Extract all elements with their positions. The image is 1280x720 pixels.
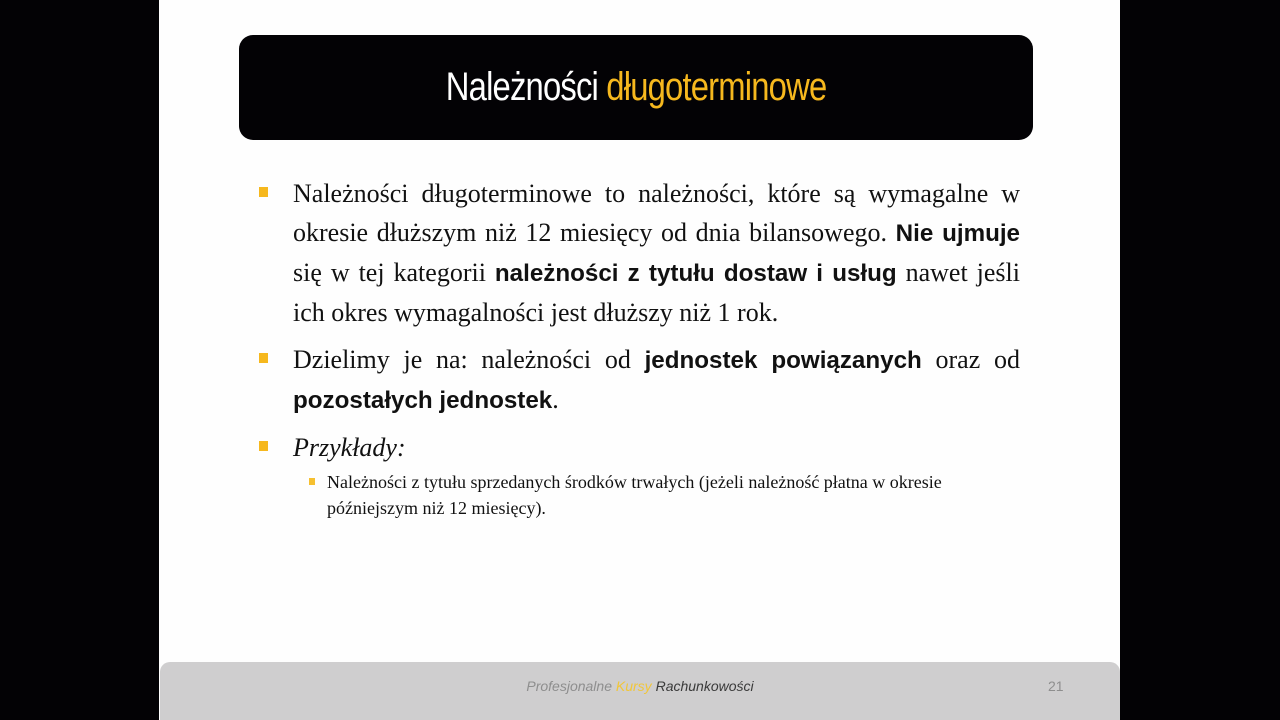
title-bar [239, 35, 1033, 140]
segment-text: nawet jeśli ich okres wymagalności jest dłuższy niż 1 rok. [293, 258, 1020, 327]
presentation-slide [159, 0, 1120, 720]
slide-content [255, 174, 1020, 521]
segment-bold: Nie ujmuje [895, 220, 1020, 247]
examples-label: Przykłady: [293, 433, 406, 462]
brand-part-2: Kursy [615, 678, 652, 694]
sub-bullet-item [297, 469, 1020, 521]
segment-bold: jednostek powiązanych [644, 347, 922, 374]
square-bullet-icon [259, 441, 268, 451]
square-bullet-icon [259, 353, 268, 363]
bullet-item-division [255, 340, 1020, 420]
sub-bullet-text: Należności z tytułu sprzedanych środków trwałych (jeżeli należność płatna w okresie późniejszym niż 12 miesięcy). [327, 472, 942, 518]
segment-bold: pozostałych jednostek [293, 387, 553, 414]
brand-part-3: Rachunkowości [651, 678, 754, 694]
bullet-item-definition [255, 174, 1020, 332]
slide-title [446, 65, 827, 110]
segment-text: oraz od [921, 345, 1020, 374]
footer-brand [160, 678, 1120, 694]
segment-bold: należności z tytułu dostaw i usług [494, 260, 897, 287]
page-number: 21 [1048, 678, 1064, 694]
segment-text: Dzielimy je na: należności od [293, 345, 645, 374]
title-part-accent: długoterminowe [606, 65, 827, 109]
title-part-white: Należności [445, 65, 607, 109]
small-square-bullet-icon [309, 478, 315, 485]
slide-footer [160, 662, 1120, 720]
segment-text: się w tej kategorii [293, 258, 495, 287]
segment-text: Należności długoterminowe to należności, które są wymagalne w okresie dłuższym niż 12 miesięcy od dnia bilansowego. [293, 179, 1020, 247]
bullet-item-examples [255, 428, 1020, 467]
segment-text: . [552, 385, 559, 414]
square-bullet-icon [259, 187, 268, 197]
brand-part-1: Profesjonalne [526, 678, 616, 694]
